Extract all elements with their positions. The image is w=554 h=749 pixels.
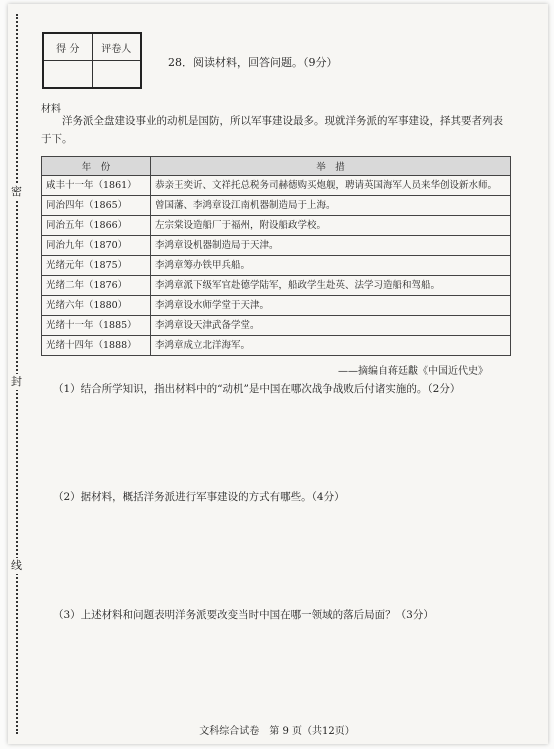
column-header-year: 年 份	[42, 157, 151, 176]
material-label: 材料	[41, 104, 61, 115]
measure-cell: 李鸿章派下级军官赴德学陆军，船政学生赴英、法学习造船和驾船。	[151, 276, 511, 296]
measure-cell: 李鸿章筹办铁甲兵船。	[151, 256, 511, 276]
binding-mark-seal: 密	[11, 185, 22, 198]
table-row	[42, 176, 511, 196]
year-cell: 同治九年（1870）	[42, 236, 151, 256]
exam-sheet	[8, 4, 548, 744]
table-row	[42, 216, 511, 236]
question-title: 28．阅读材料，回答问题。（9分）	[168, 56, 338, 69]
column-header-measure: 举 措	[151, 157, 511, 176]
question-3: （3）上述材料和问题表明洋务派要改变当时中国在哪一领域的落后局面？（3分）	[53, 609, 434, 621]
year-cell: 光绪二年（1876）	[42, 276, 151, 296]
grader-label: 评卷人	[92, 33, 141, 61]
year-cell: 咸丰十一年（1861）	[42, 176, 151, 196]
measure-cell: 李鸿章成立北洋海军。	[151, 336, 511, 356]
table-row	[42, 256, 511, 276]
year-cell: 光绪十一年（1885）	[42, 316, 151, 336]
question-2: （2）据材料，概括洋务派进行军事建设的方式有哪些。（4分）	[53, 491, 345, 503]
table-row	[42, 196, 511, 216]
question-1: （1）结合所学知识，指出材料中的“动机”是中国在哪次战争战败后付诸实施的。（2分）	[53, 383, 461, 395]
year-cell: 光绪元年（1875）	[42, 256, 151, 276]
binding-mark-line: 线	[11, 559, 22, 572]
source-citation: ——摘编自蒋廷黻《中国近代史》	[338, 366, 488, 377]
measure-cell: 曾国藩、李鸿章设江南机器制造局于上海。	[151, 196, 511, 216]
table-row	[42, 236, 511, 256]
grader-field[interactable]	[92, 61, 141, 89]
material-intro: 洋务派全盘建设事业的动机是国防，所以军事建设最多。现就洋务派的军事建设，择其要者列表于下。	[41, 115, 503, 145]
measure-cell: 李鸿章设机器制造局于天津。	[151, 236, 511, 256]
year-cell: 光绪十四年（1888）	[42, 336, 151, 356]
table-row	[42, 316, 511, 336]
measure-cell: 左宗棠设造船厂于福州，附设船政学校。	[151, 216, 511, 236]
measure-cell: 李鸿章设水师学堂于天津。	[151, 296, 511, 316]
table-row	[42, 296, 511, 316]
table-row	[42, 336, 511, 356]
military-table	[41, 156, 511, 356]
year-cell: 光绪六年（1880）	[42, 296, 151, 316]
page-footer: 文科综合试卷 第 9 页（共12页）	[199, 726, 355, 737]
measure-cell: 恭亲王奕䜣、文祥托总税务司赫德购买炮舰，聘请英国海军人员来华创设新水师。	[151, 176, 511, 196]
score-box	[42, 32, 142, 89]
measure-cell: 李鸿章设天津武备学堂。	[151, 316, 511, 336]
score-label: 得 分	[43, 33, 92, 61]
table-row	[42, 276, 511, 296]
year-cell: 同治五年（1866）	[42, 216, 151, 236]
year-cell: 同治四年（1865）	[42, 196, 151, 216]
binding-mark-closed: 封	[11, 375, 22, 388]
score-field[interactable]	[43, 61, 92, 89]
